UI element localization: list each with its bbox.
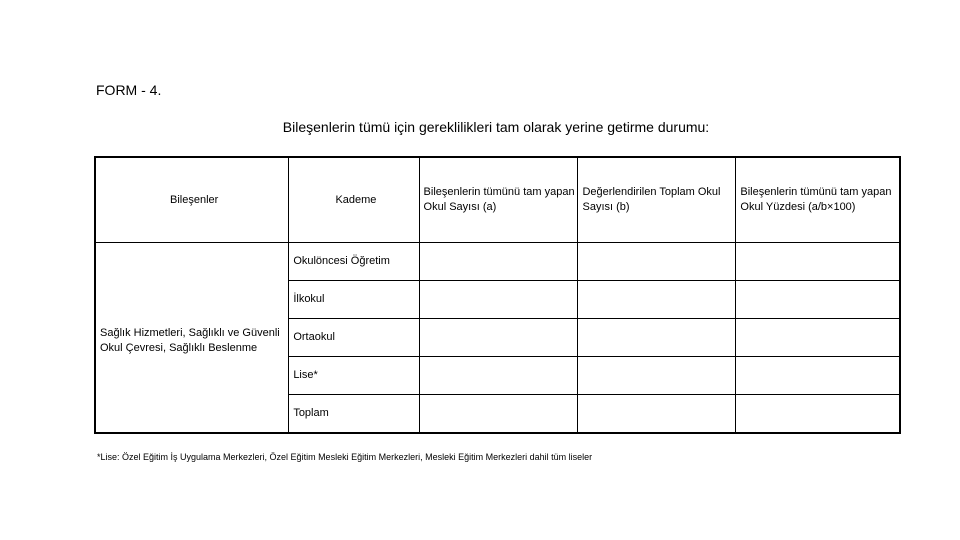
input-cell[interactable] (419, 243, 578, 281)
input-cell[interactable] (578, 281, 736, 319)
input-cell[interactable] (419, 357, 578, 395)
assessment-table (94, 156, 901, 434)
level-cell: Ortaokul (289, 319, 419, 357)
input-cell[interactable] (578, 319, 736, 357)
input-cell[interactable] (736, 281, 900, 319)
header-components: Bileşenler (95, 157, 289, 243)
level-cell: Toplam (289, 395, 419, 434)
level-cell: İlkokul (289, 281, 419, 319)
header-school-percentage: Bileşenlerin tümünü tam yapan Okul Yüzdesi (a/b×100) (736, 157, 900, 243)
level-cell: Lise* (289, 357, 419, 395)
input-cell[interactable] (736, 357, 900, 395)
input-cell[interactable] (578, 357, 736, 395)
header-total-schools: Değerlendirilen Toplam Okul Sayısı (b) (578, 157, 736, 243)
input-cell[interactable] (419, 281, 578, 319)
input-cell[interactable] (736, 319, 900, 357)
header-school-count: Bileşenlerin tümünü tam yapan Okul Sayısı (a) (419, 157, 578, 243)
input-cell[interactable] (578, 395, 736, 434)
footnote: *Lise: Özel Eğitim İş Uygulama Merkezleri, Özel Eğitim Mesleki Eğitim Merkezleri, Mesleki Eğitim Merkezleri dahil tüm liseler (97, 452, 593, 462)
form-label: FORM - 4. (96, 82, 162, 98)
input-cell[interactable] (736, 243, 900, 281)
level-cell: Okulöncesi Öğretim (289, 243, 419, 281)
table-row (95, 243, 900, 281)
component-cell (95, 243, 289, 434)
input-cell[interactable] (419, 395, 578, 434)
input-cell[interactable] (736, 395, 900, 434)
component-label: Sağlık Hizmetleri, Sağlıklı ve Güvenli Okul Çevresi, Sağlıklı Beslenme (100, 326, 280, 354)
input-cell[interactable] (578, 243, 736, 281)
table-header-row (95, 157, 900, 243)
input-cell[interactable] (419, 319, 578, 357)
header-level: Kademe (289, 157, 419, 243)
page-title: Bileşenlerin tümü için gereklilikleri tam olarak yerine getirme durumu: (282, 119, 710, 135)
